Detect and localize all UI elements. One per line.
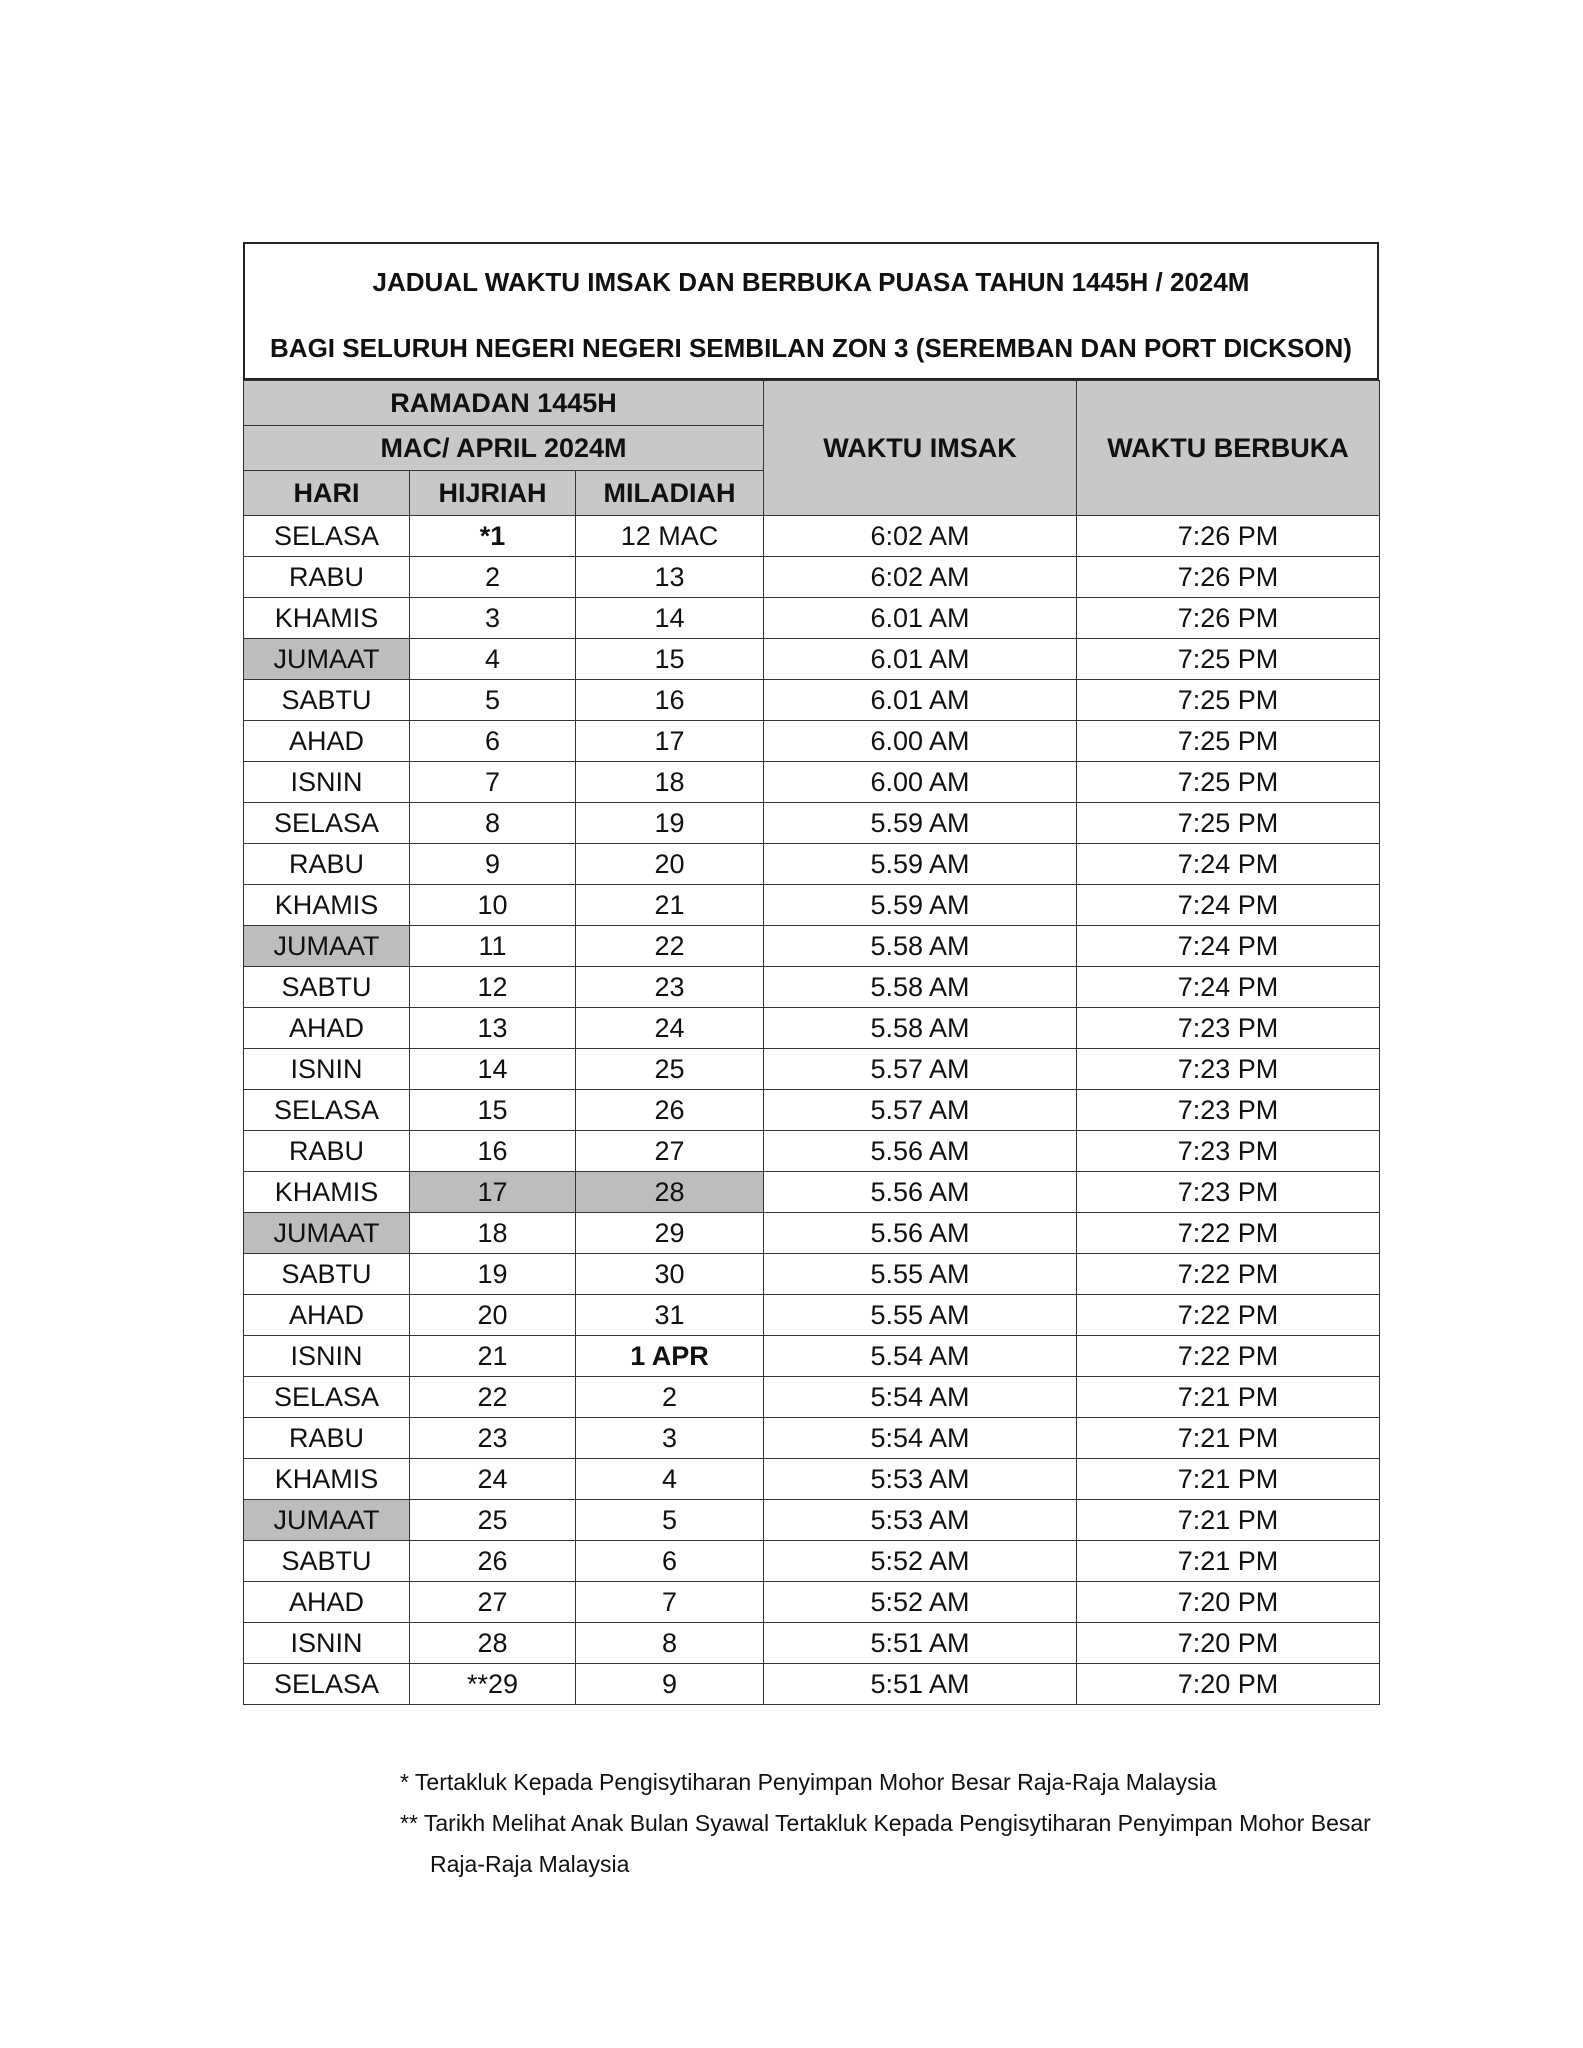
cell-imsak: 5.57 AM — [764, 1090, 1077, 1131]
cell-miladiah: 16 — [576, 680, 764, 721]
cell-hari: SELASA — [244, 1090, 410, 1131]
cell-imsak: 6.01 AM — [764, 598, 1077, 639]
cell-hari: AHAD — [244, 721, 410, 762]
table-row — [244, 1336, 1380, 1377]
cell-hari: SELASA — [244, 1377, 410, 1418]
cell-hari: ISNIN — [244, 762, 410, 803]
cell-berbuka: 7:26 PM — [1077, 598, 1380, 639]
cell-hijriah: 13 — [410, 1008, 576, 1049]
cell-hijriah: 17 — [410, 1172, 576, 1213]
cell-berbuka: 7:20 PM — [1077, 1582, 1380, 1623]
cell-imsak: 5.55 AM — [764, 1295, 1077, 1336]
cell-hijriah: 23 — [410, 1418, 576, 1459]
cell-hari: RABU — [244, 557, 410, 598]
cell-berbuka: 7:23 PM — [1077, 1049, 1380, 1090]
cell-berbuka: 7:21 PM — [1077, 1459, 1380, 1500]
header-ramadan: RAMADAN 1445H — [244, 381, 764, 426]
cell-hari: SABTU — [244, 680, 410, 721]
cell-miladiah: 18 — [576, 762, 764, 803]
cell-hijriah: 5 — [410, 680, 576, 721]
header-hari: HARI — [244, 471, 410, 516]
cell-berbuka: 7:21 PM — [1077, 1377, 1380, 1418]
cell-berbuka: 7:22 PM — [1077, 1254, 1380, 1295]
cell-imsak: 6:02 AM — [764, 557, 1077, 598]
cell-berbuka: 7:26 PM — [1077, 557, 1380, 598]
cell-imsak: 5.58 AM — [764, 1008, 1077, 1049]
table-row — [244, 1008, 1380, 1049]
cell-imsak: 5.56 AM — [764, 1213, 1077, 1254]
table-row — [244, 557, 1380, 598]
cell-imsak: 5:51 AM — [764, 1623, 1077, 1664]
table-row — [244, 1418, 1380, 1459]
cell-berbuka: 7:26 PM — [1077, 516, 1380, 557]
cell-berbuka: 7:23 PM — [1077, 1090, 1380, 1131]
cell-imsak: 6.00 AM — [764, 721, 1077, 762]
table-row — [244, 762, 1380, 803]
cell-berbuka: 7:22 PM — [1077, 1336, 1380, 1377]
cell-hari: AHAD — [244, 1582, 410, 1623]
cell-hijriah: 12 — [410, 967, 576, 1008]
table-row — [244, 1623, 1380, 1664]
cell-imsak: 5.59 AM — [764, 885, 1077, 926]
cell-hari: KHAMIS — [244, 1172, 410, 1213]
cell-imsak: 5:53 AM — [764, 1459, 1077, 1500]
cell-miladiah: 26 — [576, 1090, 764, 1131]
table-row — [244, 1172, 1380, 1213]
cell-hari: SABTU — [244, 1541, 410, 1582]
cell-miladiah: 20 — [576, 844, 764, 885]
cell-hijriah: 26 — [410, 1541, 576, 1582]
cell-hari: RABU — [244, 1418, 410, 1459]
cell-berbuka: 7:21 PM — [1077, 1418, 1380, 1459]
cell-miladiah: 1 APR — [576, 1336, 764, 1377]
cell-imsak: 5:53 AM — [764, 1500, 1077, 1541]
cell-hijriah: 10 — [410, 885, 576, 926]
header-waktu-berbuka: WAKTU BERBUKA — [1077, 381, 1380, 516]
schedule-table — [243, 380, 1380, 1705]
table-row — [244, 803, 1380, 844]
table-row — [244, 1131, 1380, 1172]
cell-berbuka: 7:23 PM — [1077, 1131, 1380, 1172]
cell-miladiah: 21 — [576, 885, 764, 926]
cell-hijriah: 21 — [410, 1336, 576, 1377]
cell-berbuka: 7:25 PM — [1077, 762, 1380, 803]
cell-hijriah: 20 — [410, 1295, 576, 1336]
cell-miladiah: 30 — [576, 1254, 764, 1295]
cell-miladiah: 14 — [576, 598, 764, 639]
cell-imsak: 5:54 AM — [764, 1418, 1077, 1459]
table-row — [244, 1459, 1380, 1500]
table-row — [244, 639, 1380, 680]
cell-hari: KHAMIS — [244, 598, 410, 639]
cell-hijriah: *1 — [410, 516, 576, 557]
cell-hijriah: 9 — [410, 844, 576, 885]
cell-hijriah: 16 — [410, 1131, 576, 1172]
cell-berbuka: 7:24 PM — [1077, 967, 1380, 1008]
cell-hari: ISNIN — [244, 1336, 410, 1377]
cell-hari: JUMAAT — [244, 1213, 410, 1254]
cell-hari: ISNIN — [244, 1623, 410, 1664]
cell-miladiah: 8 — [576, 1623, 764, 1664]
cell-imsak: 5.57 AM — [764, 1049, 1077, 1090]
cell-miladiah: 13 — [576, 557, 764, 598]
cell-miladiah: 5 — [576, 1500, 764, 1541]
table-row — [244, 1090, 1380, 1131]
table-row — [244, 516, 1380, 557]
cell-imsak: 6.01 AM — [764, 639, 1077, 680]
table-row — [244, 844, 1380, 885]
header-waktu-imsak: WAKTU IMSAK — [764, 381, 1077, 516]
table-row — [244, 1500, 1380, 1541]
cell-imsak: 6:02 AM — [764, 516, 1077, 557]
cell-hari: JUMAAT — [244, 926, 410, 967]
cell-berbuka: 7:23 PM — [1077, 1008, 1380, 1049]
schedule-body — [244, 516, 1380, 1705]
table-row — [244, 1295, 1380, 1336]
cell-berbuka: 7:24 PM — [1077, 926, 1380, 967]
cell-berbuka: 7:25 PM — [1077, 803, 1380, 844]
cell-miladiah: 2 — [576, 1377, 764, 1418]
cell-imsak: 6.00 AM — [764, 762, 1077, 803]
cell-hari: KHAMIS — [244, 1459, 410, 1500]
cell-imsak: 5.54 AM — [764, 1336, 1077, 1377]
cell-berbuka: 7:24 PM — [1077, 885, 1380, 926]
cell-imsak: 5:51 AM — [764, 1664, 1077, 1705]
cell-miladiah: 17 — [576, 721, 764, 762]
cell-hari: KHAMIS — [244, 885, 410, 926]
cell-miladiah: 4 — [576, 1459, 764, 1500]
cell-miladiah: 12 MAC — [576, 516, 764, 557]
cell-hijriah: 15 — [410, 1090, 576, 1131]
cell-hari: SELASA — [244, 803, 410, 844]
cell-hari: SELASA — [244, 516, 410, 557]
cell-miladiah: 23 — [576, 967, 764, 1008]
cell-hijriah: 18 — [410, 1213, 576, 1254]
cell-imsak: 5.58 AM — [764, 967, 1077, 1008]
cell-imsak: 5.56 AM — [764, 1131, 1077, 1172]
header-miladiah: MILADIAH — [576, 471, 764, 516]
table-row — [244, 1582, 1380, 1623]
document-title: JADUAL WAKTU IMSAK DAN BERBUKA PUASA TAHUN 1445H / 2024M — [372, 267, 1250, 297]
footnote-1: * Tertakluk Kepada Pengisytiharan Penyimpan Mohor Besar Raja-Raja Malaysia — [400, 1769, 1217, 1795]
cell-hijriah: 25 — [410, 1500, 576, 1541]
cell-miladiah: 31 — [576, 1295, 764, 1336]
table-row — [244, 721, 1380, 762]
cell-imsak: 5:52 AM — [764, 1541, 1077, 1582]
cell-hijriah: 6 — [410, 721, 576, 762]
cell-miladiah: 25 — [576, 1049, 764, 1090]
cell-hijriah: 3 — [410, 598, 576, 639]
cell-miladiah: 27 — [576, 1131, 764, 1172]
footnotes — [400, 1762, 1400, 1885]
cell-miladiah: 22 — [576, 926, 764, 967]
cell-hari: AHAD — [244, 1295, 410, 1336]
cell-berbuka: 7:22 PM — [1077, 1295, 1380, 1336]
cell-berbuka: 7:21 PM — [1077, 1541, 1380, 1582]
cell-berbuka: 7:20 PM — [1077, 1664, 1380, 1705]
cell-hari: AHAD — [244, 1008, 410, 1049]
cell-hari: RABU — [244, 1131, 410, 1172]
cell-berbuka: 7:25 PM — [1077, 721, 1380, 762]
cell-hari: SABTU — [244, 1254, 410, 1295]
cell-imsak: 6.01 AM — [764, 680, 1077, 721]
table-row — [244, 926, 1380, 967]
cell-imsak: 5:52 AM — [764, 1582, 1077, 1623]
table-row — [244, 1049, 1380, 1090]
cell-imsak: 5.59 AM — [764, 803, 1077, 844]
cell-berbuka: 7:21 PM — [1077, 1500, 1380, 1541]
table-row — [244, 680, 1380, 721]
cell-imsak: 5:54 AM — [764, 1377, 1077, 1418]
cell-imsak: 5.58 AM — [764, 926, 1077, 967]
cell-miladiah: 6 — [576, 1541, 764, 1582]
cell-miladiah: 15 — [576, 639, 764, 680]
cell-miladiah: 7 — [576, 1582, 764, 1623]
cell-hijriah: 28 — [410, 1623, 576, 1664]
cell-imsak: 5.56 AM — [764, 1172, 1077, 1213]
footnote-2: ** Tarikh Melihat Anak Bulan Syawal Tertakluk Kepada Pengisytiharan Penyimpan Mohor Besar — [400, 1810, 1371, 1836]
cell-hijriah: 14 — [410, 1049, 576, 1090]
table-row — [244, 967, 1380, 1008]
cell-miladiah: 3 — [576, 1418, 764, 1459]
table-row — [244, 1664, 1380, 1705]
cell-hari: SABTU — [244, 967, 410, 1008]
cell-hijriah: 7 — [410, 762, 576, 803]
footnote-2-continued: Raja-Raja Malaysia — [430, 1851, 630, 1877]
cell-imsak: 5.55 AM — [764, 1254, 1077, 1295]
cell-imsak: 5.59 AM — [764, 844, 1077, 885]
cell-hijriah: 24 — [410, 1459, 576, 1500]
cell-hijriah: 27 — [410, 1582, 576, 1623]
cell-berbuka: 7:22 PM — [1077, 1213, 1380, 1254]
cell-hari: ISNIN — [244, 1049, 410, 1090]
cell-hijriah: **29 — [410, 1664, 576, 1705]
cell-miladiah: 9 — [576, 1664, 764, 1705]
cell-hari: SELASA — [244, 1664, 410, 1705]
cell-berbuka: 7:24 PM — [1077, 844, 1380, 885]
table-row — [244, 598, 1380, 639]
table-row — [244, 1254, 1380, 1295]
header-month: MAC/ APRIL 2024M — [244, 426, 764, 471]
header-hijriah: HIJRIAH — [410, 471, 576, 516]
cell-miladiah: 19 — [576, 803, 764, 844]
cell-hijriah: 19 — [410, 1254, 576, 1295]
cell-hari: JUMAAT — [244, 639, 410, 680]
title-box — [243, 242, 1379, 380]
table-row — [244, 1541, 1380, 1582]
document-subtitle: BAGI SELURUH NEGERI NEGERI SEMBILAN ZON 3 (SEREMBAN DAN PORT DICKSON) — [270, 333, 1352, 363]
table-row — [244, 885, 1380, 926]
cell-hijriah: 11 — [410, 926, 576, 967]
cell-berbuka: 7:20 PM — [1077, 1623, 1380, 1664]
table-row — [244, 1213, 1380, 1254]
cell-hijriah: 2 — [410, 557, 576, 598]
cell-hari: JUMAAT — [244, 1500, 410, 1541]
cell-hijriah: 8 — [410, 803, 576, 844]
cell-miladiah: 29 — [576, 1213, 764, 1254]
cell-miladiah: 28 — [576, 1172, 764, 1213]
cell-hari: RABU — [244, 844, 410, 885]
cell-hijriah: 4 — [410, 639, 576, 680]
cell-berbuka: 7:23 PM — [1077, 1172, 1380, 1213]
table-row — [244, 1377, 1380, 1418]
cell-berbuka: 7:25 PM — [1077, 639, 1380, 680]
cell-miladiah: 24 — [576, 1008, 764, 1049]
cell-berbuka: 7:25 PM — [1077, 680, 1380, 721]
cell-hijriah: 22 — [410, 1377, 576, 1418]
